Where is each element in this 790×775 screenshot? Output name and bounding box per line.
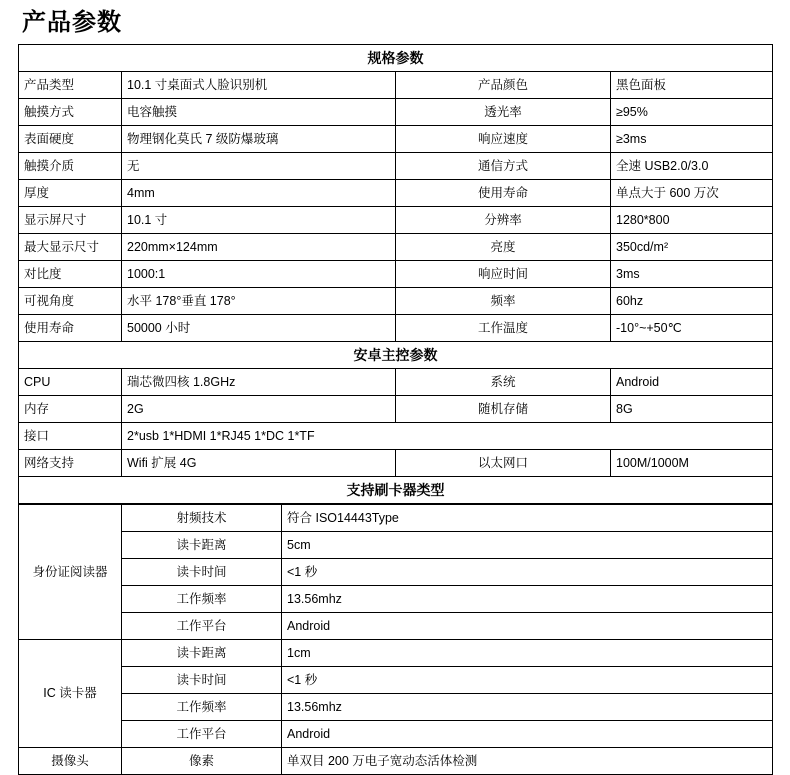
page-title: 产品参数 — [22, 9, 122, 36]
table-row — [19, 369, 773, 396]
row-label: 厚度 — [19, 180, 122, 207]
group-label-ic-reader: IC 读卡器 — [19, 640, 122, 748]
row-label-2: 以太网口 — [396, 450, 611, 477]
row-label: 射频技术 — [122, 505, 282, 532]
table-row — [19, 505, 773, 532]
row-value-2: Android — [611, 369, 773, 396]
row-label: 最大显示尺寸 — [19, 234, 122, 261]
row-value: 50000 小时 — [122, 315, 396, 342]
row-label: 工作平台 — [122, 613, 282, 640]
table-row — [19, 99, 773, 126]
row-label-2: 使用寿命 — [396, 180, 611, 207]
row-label-2: 亮度 — [396, 234, 611, 261]
row-label-2: 随机存储 — [396, 396, 611, 423]
table-row — [19, 180, 773, 207]
row-value-2: 1280*800 — [611, 207, 773, 234]
row-value: 1cm — [282, 640, 773, 667]
section-header-row — [19, 477, 773, 504]
table-row — [19, 450, 773, 477]
section-title-spec: 规格参数 — [19, 45, 773, 72]
row-label: 工作平台 — [122, 721, 282, 748]
row-label: 触摸方式 — [19, 99, 122, 126]
row-label: 显示屏尺寸 — [19, 207, 122, 234]
table-row — [19, 721, 773, 748]
table-row — [19, 694, 773, 721]
row-value: Wifi 扩展 4G — [122, 450, 396, 477]
table-row — [19, 640, 773, 667]
table-row — [19, 72, 773, 99]
row-label: 接口 — [19, 423, 122, 450]
table-row — [19, 126, 773, 153]
row-value-2: ≥3ms — [611, 126, 773, 153]
row-label: 读卡时间 — [122, 667, 282, 694]
row-value-2: 350cd/m² — [611, 234, 773, 261]
table-row — [19, 315, 773, 342]
row-value: 物理钢化莫氏 7 级防爆玻璃 — [122, 126, 396, 153]
row-value: 水平 178°垂直 178° — [122, 288, 396, 315]
row-value: 无 — [122, 153, 396, 180]
row-label-2: 频率 — [396, 288, 611, 315]
row-label: 触摸介质 — [19, 153, 122, 180]
specification-table — [18, 44, 773, 504]
table-row — [19, 423, 773, 450]
table-row — [19, 153, 773, 180]
row-label: 使用寿命 — [19, 315, 122, 342]
row-label: 网络支持 — [19, 450, 122, 477]
row-label-2: 响应时间 — [396, 261, 611, 288]
row-value: 13.56mhz — [282, 694, 773, 721]
row-value: <1 秒 — [282, 667, 773, 694]
row-value-2: 8G — [611, 396, 773, 423]
row-value-2: -10°~+50℃ — [611, 315, 773, 342]
table-row — [19, 586, 773, 613]
row-label-2: 分辨率 — [396, 207, 611, 234]
row-value-2: 60hz — [611, 288, 773, 315]
row-value: <1 秒 — [282, 559, 773, 586]
section-title-card: 支持刷卡器类型 — [19, 477, 773, 504]
row-label-2: 工作温度 — [396, 315, 611, 342]
row-label-2: 透光率 — [396, 99, 611, 126]
table-row — [19, 261, 773, 288]
row-value: 2*usb 1*HDMI 1*RJ45 1*DC 1*TF — [122, 423, 773, 450]
row-value-2: 100M/1000M — [611, 450, 773, 477]
row-value: 5cm — [282, 532, 773, 559]
row-value: 1000:1 — [122, 261, 396, 288]
row-label: CPU — [19, 369, 122, 396]
row-value-2: 3ms — [611, 261, 773, 288]
row-label: 表面硬度 — [19, 126, 122, 153]
row-label-2: 响应速度 — [396, 126, 611, 153]
table-row — [19, 667, 773, 694]
row-label: 像素 — [122, 748, 282, 775]
row-value: 单双目 200 万电子宽动态活体检测 — [282, 748, 773, 775]
table-row — [19, 396, 773, 423]
row-value: 2G — [122, 396, 396, 423]
row-label: 读卡时间 — [122, 559, 282, 586]
section-header-row — [19, 342, 773, 369]
row-value-2: 单点大于 600 万次 — [611, 180, 773, 207]
row-value: 10.1 寸 — [122, 207, 396, 234]
row-label-camera: 摄像头 — [19, 748, 122, 775]
table-row — [19, 559, 773, 586]
row-value: 10.1 寸桌面式人脸识别机 — [122, 72, 396, 99]
table-row — [19, 288, 773, 315]
row-label: 可视角度 — [19, 288, 122, 315]
row-label: 工作频率 — [122, 586, 282, 613]
row-value: 符合 ISO14443Type — [282, 505, 773, 532]
table-row — [19, 613, 773, 640]
row-label: 内存 — [19, 396, 122, 423]
table-row — [19, 532, 773, 559]
row-value: 电容触摸 — [122, 99, 396, 126]
row-value: 瑞芯微四核 1.8GHz — [122, 369, 396, 396]
row-value-2: 全速 USB2.0/3.0 — [611, 153, 773, 180]
row-value: 13.56mhz — [282, 586, 773, 613]
row-label: 产品类型 — [19, 72, 122, 99]
row-label: 读卡距离 — [122, 532, 282, 559]
row-value: Android — [282, 721, 773, 748]
row-label-2: 通信方式 — [396, 153, 611, 180]
table-row — [19, 207, 773, 234]
group-label-id-reader: 身份证阅读器 — [19, 505, 122, 640]
card-reader-table — [18, 504, 773, 775]
table-row — [19, 234, 773, 261]
row-value-2: 黑色面板 — [611, 72, 773, 99]
section-title-android: 安卓主控参数 — [19, 342, 773, 369]
row-label: 读卡距离 — [122, 640, 282, 667]
row-value-2: ≥95% — [611, 99, 773, 126]
row-value: Android — [282, 613, 773, 640]
row-value: 220mm×124mm — [122, 234, 396, 261]
row-label-2: 产品颜色 — [396, 72, 611, 99]
row-label: 对比度 — [19, 261, 122, 288]
row-value: 4mm — [122, 180, 396, 207]
row-label: 工作频率 — [122, 694, 282, 721]
section-header-row — [19, 45, 773, 72]
row-label-2: 系统 — [396, 369, 611, 396]
